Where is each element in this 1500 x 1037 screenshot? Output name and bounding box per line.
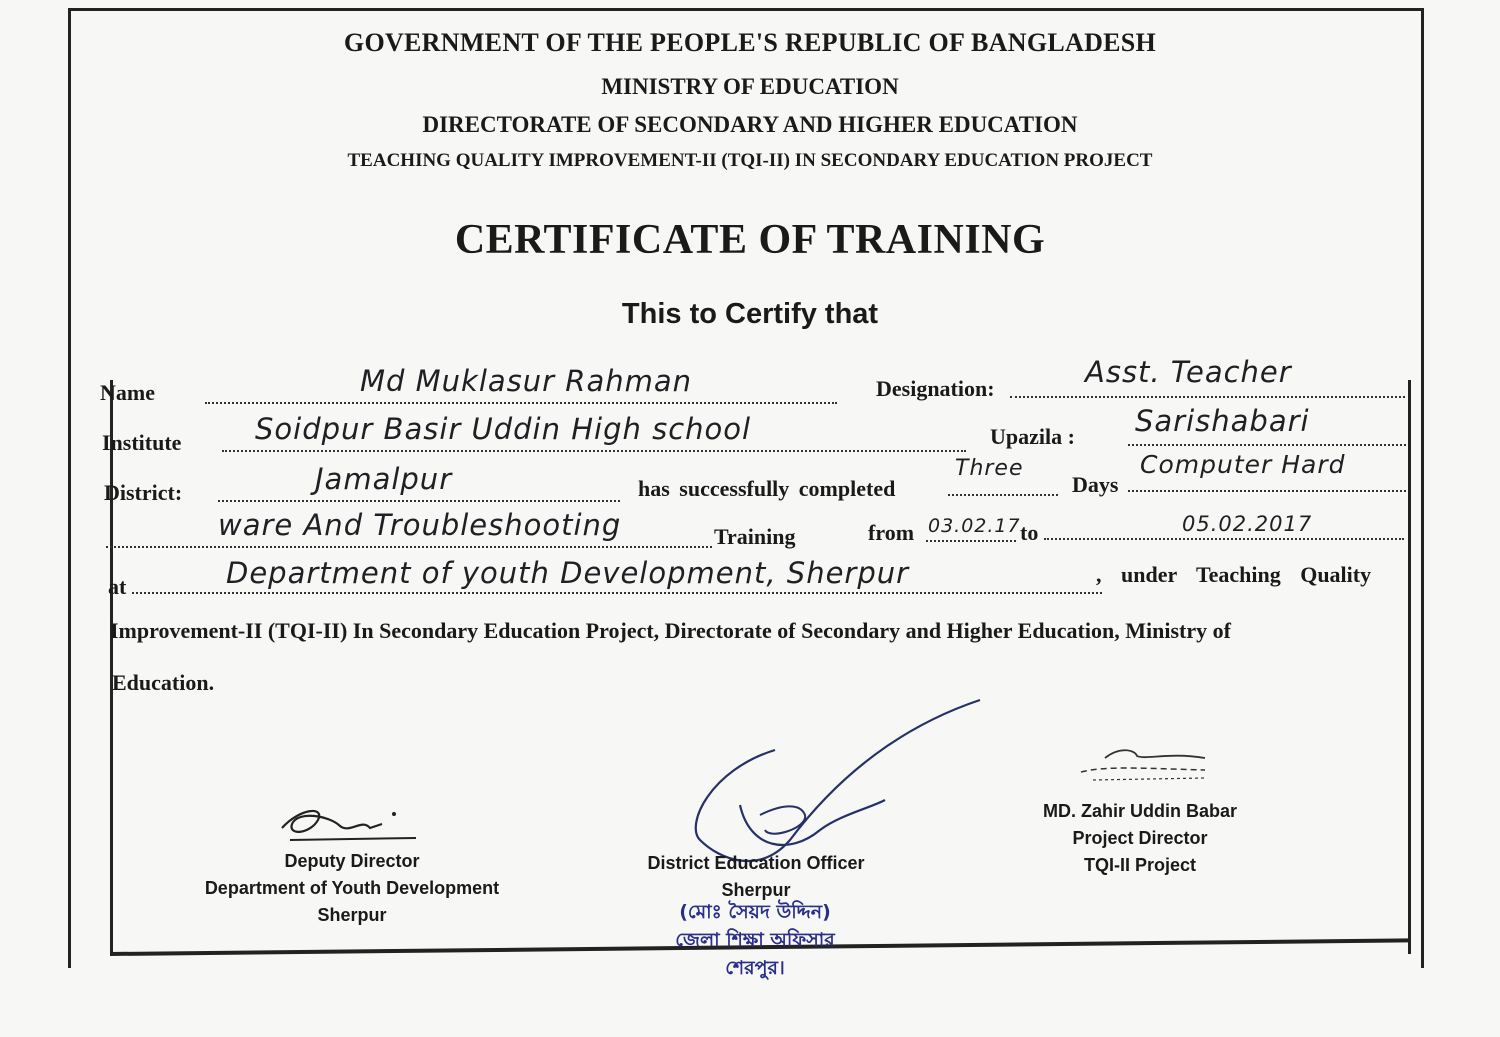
signatory-left — [152, 848, 552, 929]
label-from: from — [868, 520, 915, 545]
seal-name: (মোঃ সৈয়দ উদ্দিন) — [679, 901, 831, 923]
certificate-inner-left-border — [110, 380, 113, 954]
to-date-underline — [1044, 538, 1404, 540]
seal-title: জেলা শিক্ষা অফিসার — [675, 929, 835, 951]
designation-underline — [1010, 396, 1405, 398]
field-from-date: 03.02.17 — [928, 515, 1021, 537]
venue-underline — [132, 592, 1102, 594]
field-to-date: 05.02.2017 — [1182, 512, 1313, 536]
field-course-part1: Computer Hard — [1140, 450, 1346, 479]
label-training: Training — [714, 524, 796, 549]
label-district: District: — [104, 480, 183, 505]
header-directorate: DIRECTORATE OF SECONDARY AND HIGHER EDUCATION — [422, 112, 1078, 137]
course-underline — [1128, 490, 1406, 492]
duration-underline — [948, 494, 1058, 496]
label-institute: Institute — [102, 430, 182, 455]
signatory-left-org: Department of Youth Development — [204, 878, 500, 898]
name-underline — [205, 402, 837, 404]
institute-underline — [222, 450, 966, 452]
signatory-right — [1000, 798, 1280, 879]
certificate-inner-right-border — [1408, 380, 1411, 954]
signatory-center-place: Sherpur — [721, 880, 791, 900]
district-underline — [218, 500, 620, 502]
project-director-signature — [1075, 740, 1215, 786]
label-designation: Designation: — [876, 376, 995, 401]
field-upazila: Sarishabari — [1135, 404, 1310, 438]
signatory-left-place: Sherpur — [317, 905, 387, 925]
field-name: Md Muklasur Rahman — [360, 364, 693, 398]
header-ministry: MINISTRY OF EDUCATION — [601, 74, 899, 99]
label-under: , under Teaching Quality — [1096, 562, 1372, 587]
header-government: GOVERNMENT OF THE PEOPLE'S REPUBLIC OF BANGLADESH — [343, 28, 1157, 57]
field-district: Jamalpur — [315, 462, 453, 496]
label-at: at — [108, 574, 127, 599]
label-upazila: Upazila : — [990, 424, 1075, 449]
signatory-center-title: District Education Officer — [647, 853, 865, 873]
text-education: Education. — [112, 670, 215, 695]
signatory-right-name: MD. Zahir Uddin Babar — [1042, 801, 1237, 821]
officer-seal-stamp — [620, 898, 890, 982]
signatory-right-title: Project Director — [1072, 828, 1208, 848]
from-date-underline — [926, 540, 1016, 542]
seal-place: শেরপুর। — [725, 957, 785, 979]
field-designation: Asst. Teacher — [1085, 355, 1292, 389]
deputy-director-signature — [270, 800, 430, 850]
course-underline-2 — [106, 546, 712, 548]
signatory-left-title: Deputy Director — [284, 851, 420, 871]
signatory-right-org: TQI-II Project — [1083, 855, 1197, 875]
header-project: TEACHING QUALITY IMPROVEMENT-II (TQI-II) IN SECONDARY EDUCATION PROJECT — [347, 150, 1153, 171]
label-to: to — [1020, 520, 1039, 545]
field-venue: Department of youth Development, Sherpur — [226, 556, 910, 590]
text-project-line: Improvement-II (TQI-II) In Secondary Education Project, Directorate of Secondary and Higher Education, Ministry of — [110, 618, 1231, 643]
signatory-center — [616, 850, 896, 904]
label-name: Name — [100, 380, 155, 405]
field-duration: Three — [955, 456, 1024, 481]
certificate-title: CERTIFICATE OF TRAINING — [454, 217, 1046, 263]
upazila-underline — [1128, 444, 1406, 446]
field-institute: Soidpur Basir Uddin High school — [255, 412, 752, 446]
certificate-subtitle: This to Certify that — [621, 298, 879, 330]
field-course-part2: ware And Troubleshooting — [218, 508, 622, 542]
label-days: Days — [1072, 472, 1119, 497]
label-completed: has successfully completed — [638, 476, 896, 501]
